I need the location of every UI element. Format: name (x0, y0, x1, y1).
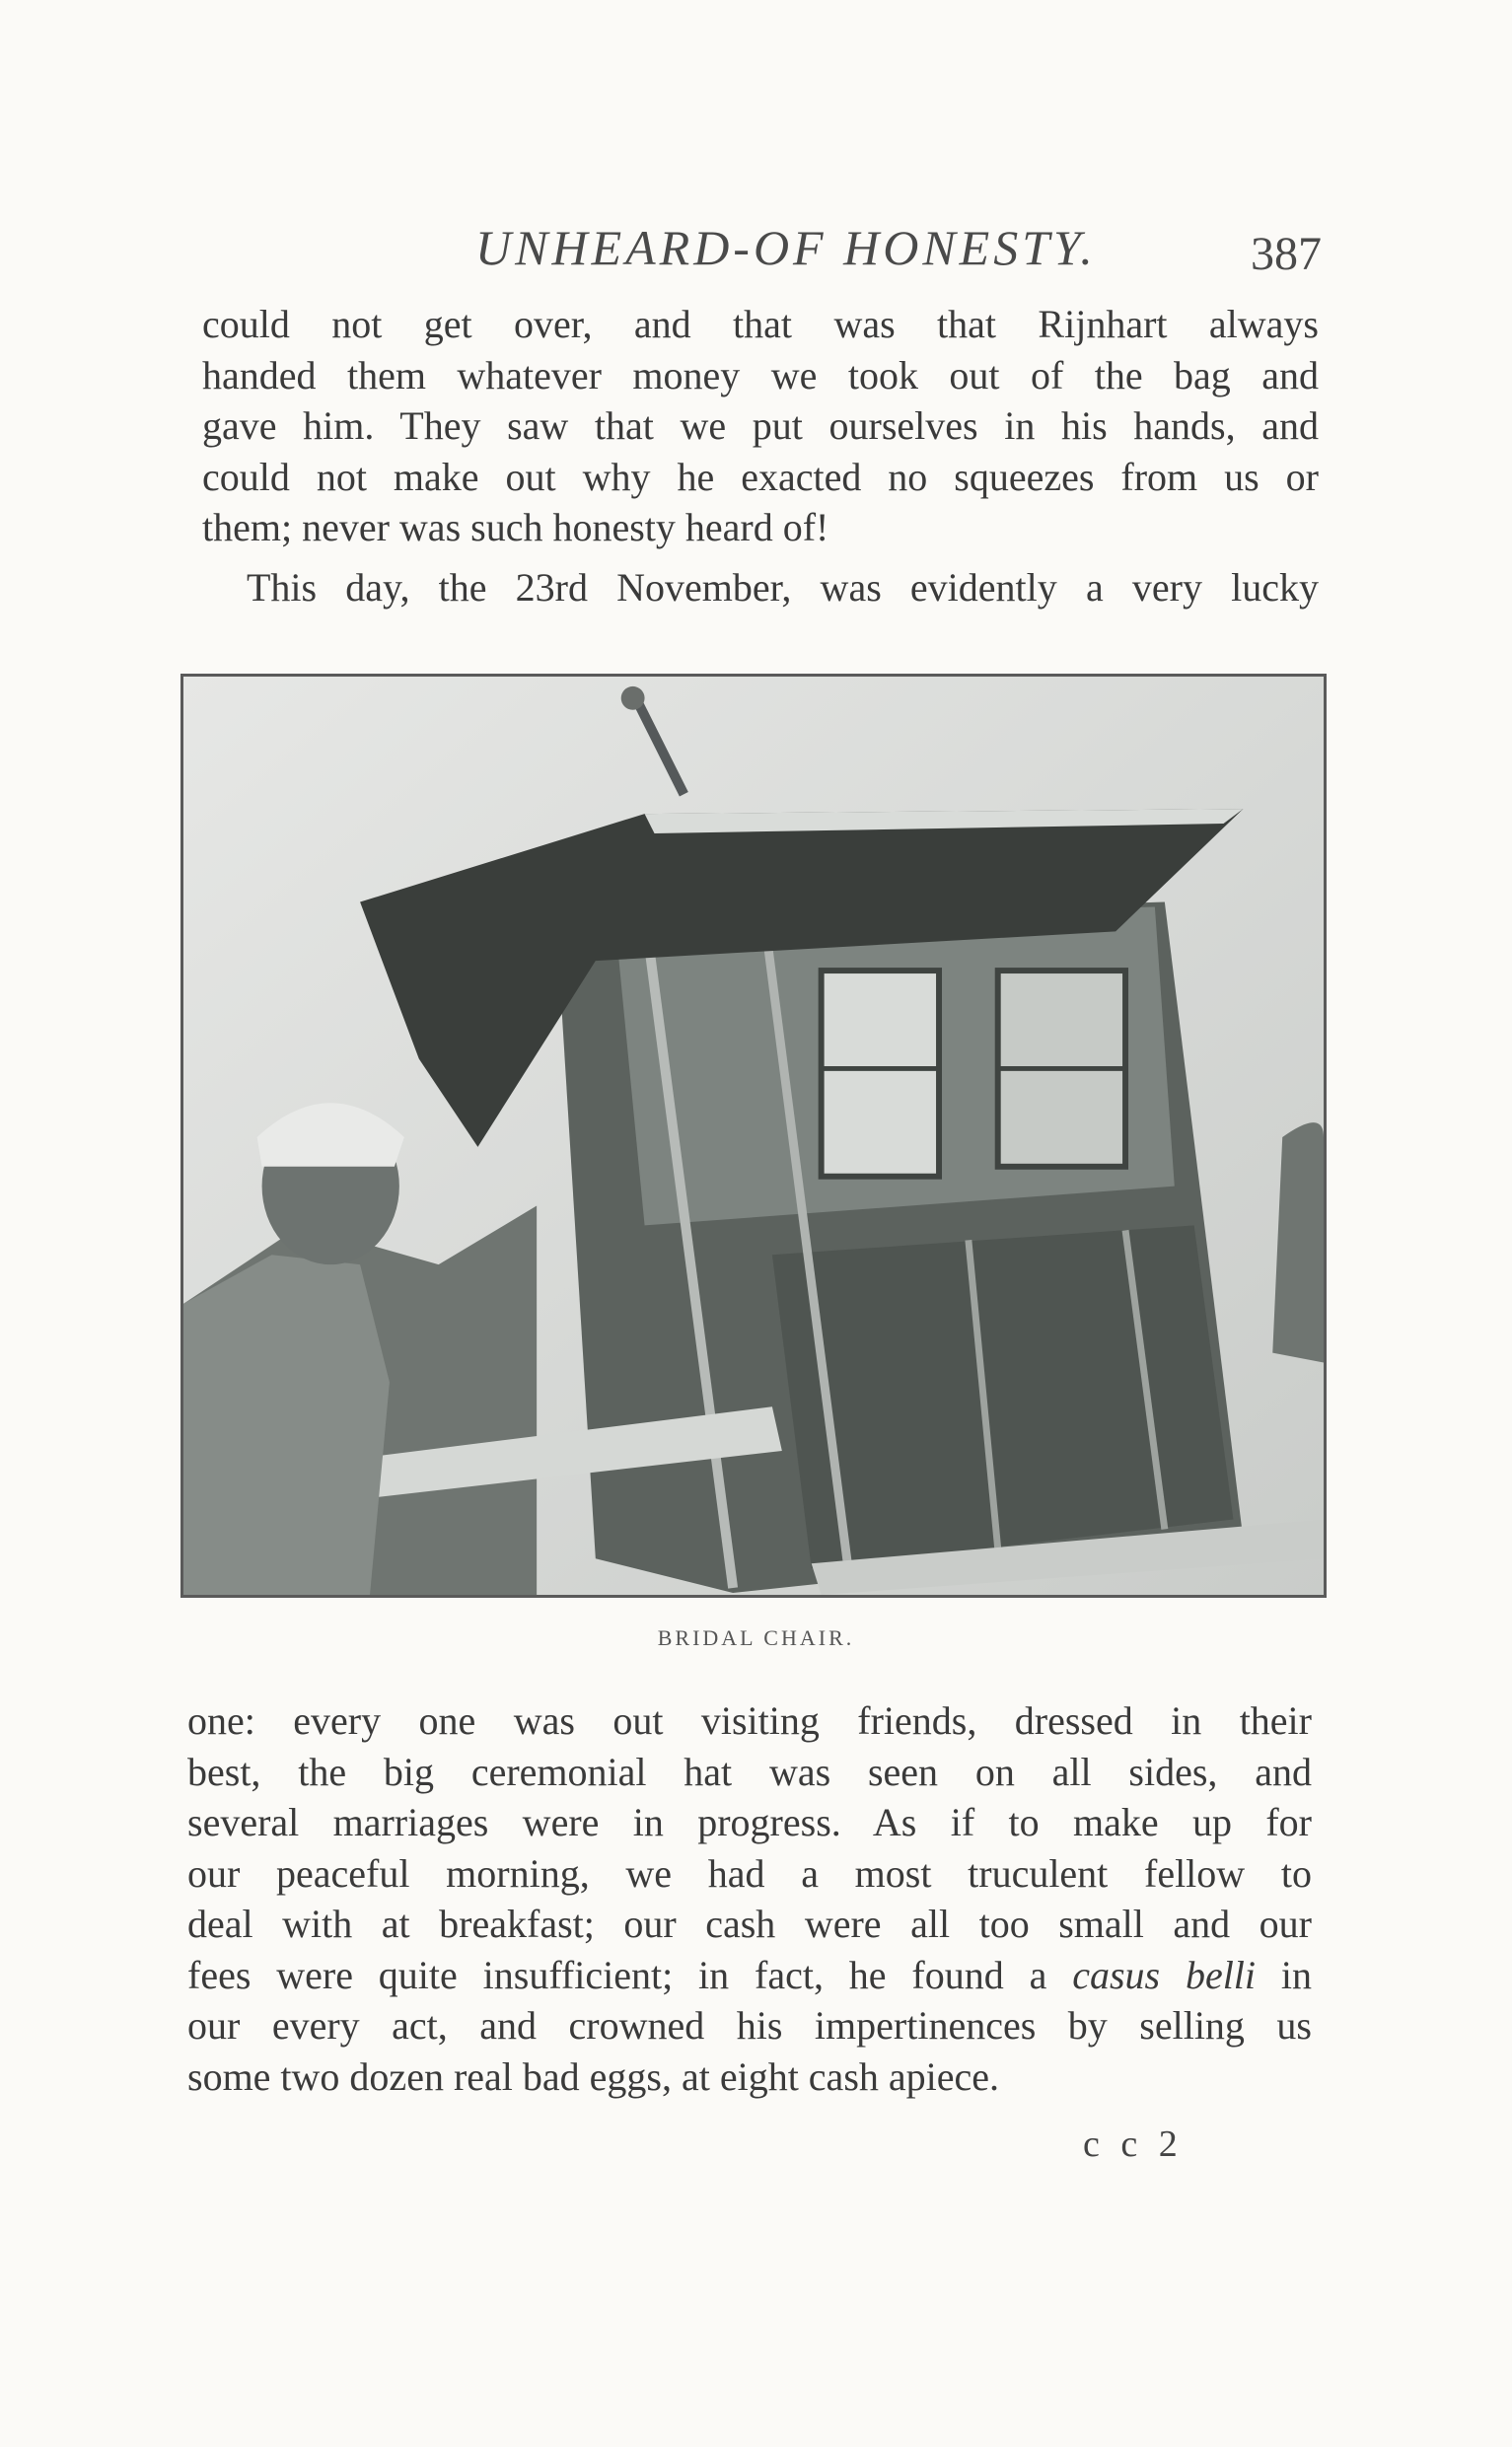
text-segment: fees were quite insufficient; in fact, he found a (187, 1952, 1073, 1997)
text-line-with-italic (187, 1950, 1312, 2001)
italic-phrase: casus belli (1072, 1952, 1257, 1997)
text-line: several marriages were in progress. As if to make up for (187, 1800, 1312, 1844)
text-line: our peaceful morning, we had a most truculent fellow to (187, 1850, 1312, 1896)
paragraph-2 (202, 562, 1319, 613)
plate-caption: BRIDAL CHAIR. (657, 1625, 855, 1650)
bridal-chair-photograph (180, 674, 1327, 1598)
text-line: our every act, and crowned his impertinences by selling us (187, 2003, 1312, 2048)
text-line: could not get over, and that was that Rijnhart always (202, 302, 1319, 346)
text-line: This day, the 23rd November, was evidently a very lucky (247, 565, 1319, 610)
text-line: gave him. They saw that we put ourselves in his hands, and (202, 403, 1319, 448)
running-header (197, 219, 1322, 278)
signature-mark: c c 2 (1083, 2123, 1184, 2165)
text-line: deal with at breakfast; our cash were all too small and our (187, 1902, 1312, 1946)
text-line: could not make out why he exacted no squeezes from us or (202, 454, 1319, 499)
paragraph-1 (202, 299, 1319, 553)
text-line: some two dozen real bad eggs, at eight cash apiece. (187, 2053, 1000, 2099)
text-segment: in (1256, 1952, 1313, 1997)
text-line: them; never was such honesty heard of! (202, 505, 829, 549)
running-title: UNHEARD-OF HONESTY. (475, 220, 1097, 275)
text-line: best, the big ceremonial hat was seen on all sides, and (187, 1749, 1312, 1794)
paragraph-3 (187, 1695, 1312, 2102)
page-number: 387 (1251, 228, 1322, 280)
photograph-illustration (183, 677, 1324, 1595)
text-line: one: every one was out visiting friends, dressed in their (187, 1698, 1312, 1743)
text-line: handed them whatever money we took out of the bag and (202, 352, 1319, 397)
